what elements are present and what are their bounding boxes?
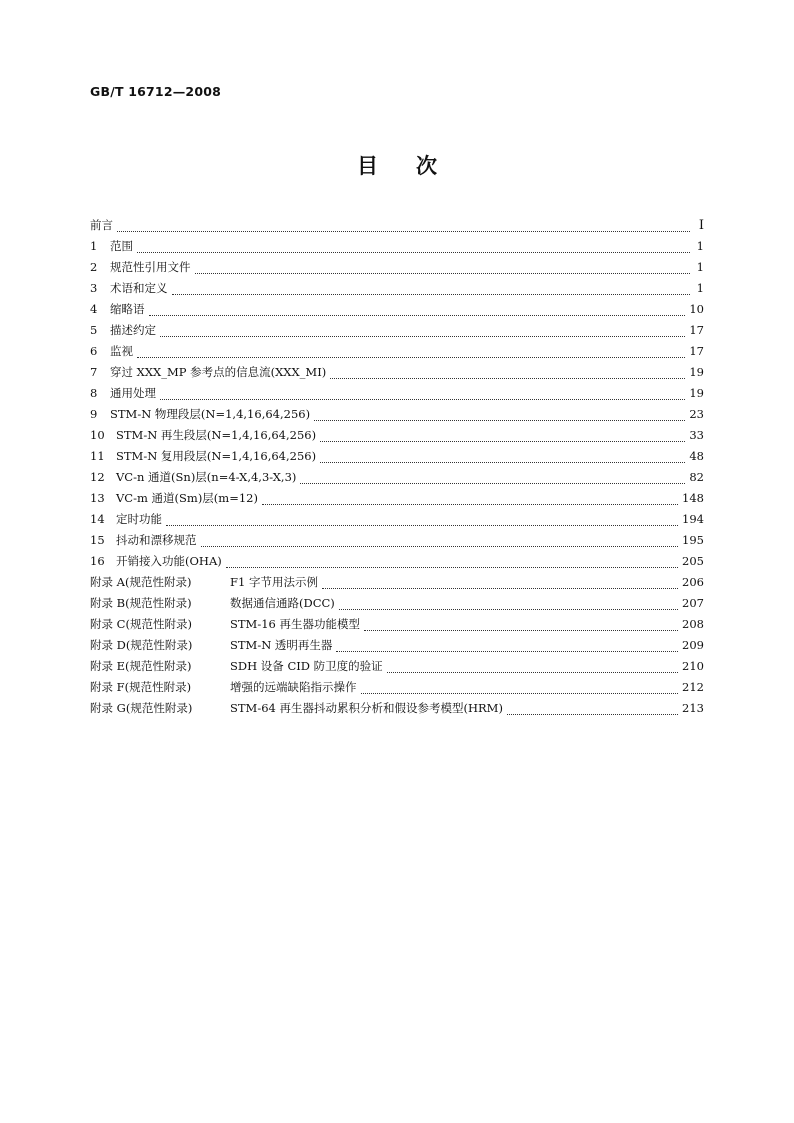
toc-entry-number: 12 [90, 470, 105, 484]
toc-entry-number: 附录 G(规范性附录) [90, 701, 193, 715]
toc-entry-title: 范围 [110, 239, 133, 253]
toc-entry[interactable] [90, 553, 704, 574]
toc-entry[interactable] [90, 700, 704, 721]
toc-entry-number: 附录 F(规范性附录) [90, 680, 192, 694]
toc-entry-page: 209 [682, 638, 704, 652]
toc-entry-number: 16 [90, 554, 105, 568]
toc-entry-number: 15 [90, 533, 105, 547]
toc-entry[interactable] [90, 217, 704, 238]
toc-entry-page: 1 [696, 281, 704, 295]
toc-entry-page: 213 [682, 701, 704, 715]
toc-entry[interactable] [90, 574, 704, 595]
toc-entry-title: STM-N 物理段层(N=1,4,16,64,256) [110, 407, 311, 421]
toc-dot-leader [364, 629, 678, 631]
toc-entry-page: 17 [689, 344, 704, 358]
toc-entry-page: 208 [682, 617, 704, 631]
toc-entry-title: 增强的远端缺陷指示操作 [230, 680, 357, 694]
toc-entry-number: 8 [90, 386, 98, 400]
toc-entry-title: 穿过 XXX_MP 参考点的信息流(XXX_MI) [110, 365, 327, 379]
toc-entry-page: 148 [682, 491, 704, 505]
toc-entry-number: 4 [90, 302, 98, 316]
toc-entry[interactable] [90, 322, 704, 343]
toc-entry-number: 3 [90, 281, 98, 295]
toc-entry[interactable] [90, 259, 704, 280]
toc-entry-title: STM-N 再生段层(N=1,4,16,64,256) [116, 428, 317, 442]
table-of-contents [90, 217, 704, 721]
toc-dot-leader [160, 335, 685, 337]
toc-entry-title: 定时功能 [116, 512, 162, 526]
toc-dot-leader [226, 566, 678, 568]
toc-entry[interactable] [90, 469, 704, 490]
toc-entry-number: 10 [90, 428, 105, 442]
toc-dot-leader [361, 692, 679, 694]
toc-entry[interactable] [90, 343, 704, 364]
toc-entry-title: 开销接入功能(OHA) [116, 554, 222, 568]
toc-entry-number: 附录 A(规范性附录) [90, 575, 192, 589]
toc-entry-page: 207 [682, 596, 704, 610]
toc-entry-title: 前言 [90, 218, 113, 232]
toc-entry-title: 规范性引用文件 [110, 260, 191, 274]
toc-entry-number: 附录 E(规范性附录) [90, 659, 192, 673]
toc-entry-title: 数据通信通路(DCC) [230, 596, 335, 610]
toc-entry-number: 5 [90, 323, 98, 337]
toc-entry[interactable] [90, 616, 704, 637]
toc-entry-title: STM-16 再生器功能模型 [230, 617, 360, 631]
toc-entry-title: 监视 [110, 344, 133, 358]
toc-entry-page: 48 [689, 449, 704, 463]
toc-entry-page: 19 [689, 365, 704, 379]
standard-code: GB/T 16712—2008 [90, 84, 222, 99]
toc-entry-page: 82 [689, 470, 704, 484]
toc-entry-page: 205 [682, 554, 704, 568]
toc-entry[interactable] [90, 406, 704, 427]
toc-entry-number: 7 [90, 365, 98, 379]
toc-dot-leader [314, 419, 685, 421]
toc-dot-leader [322, 587, 678, 589]
toc-entry-title: 通用处理 [110, 386, 156, 400]
toc-dot-leader [387, 671, 678, 673]
toc-entry-title: 术语和定义 [110, 281, 168, 295]
toc-entry-page: 19 [689, 386, 704, 400]
toc-entry-title: STM-N 透明再生器 [230, 638, 333, 652]
toc-entry-number: 附录 C(规范性附录) [90, 617, 192, 631]
toc-entry-page: 1 [696, 260, 704, 274]
toc-entry-number: 1 [90, 239, 98, 253]
toc-entry-title: 缩略语 [110, 302, 145, 316]
toc-entry-number: 13 [90, 491, 105, 505]
toc-entry[interactable] [90, 637, 704, 658]
toc-entry-page: 206 [682, 575, 704, 589]
toc-entry[interactable] [90, 427, 704, 448]
toc-entry-page: 33 [689, 428, 704, 442]
toc-entry-number: 9 [90, 407, 98, 421]
toc-entry-title: SDH 设备 CID 防卫度的验证 [230, 659, 383, 673]
toc-dot-leader [339, 608, 678, 610]
toc-entry-number: 附录 D(规范性附录) [90, 638, 193, 652]
toc-entry-number: 附录 B(规范性附录) [90, 596, 192, 610]
toc-dot-leader [166, 524, 678, 526]
toc-entry-number: 11 [90, 449, 105, 463]
toc-dot-leader [195, 272, 691, 274]
toc-dot-leader [336, 650, 678, 652]
toc-entry-page: 23 [689, 407, 704, 421]
toc-entry-page: 194 [682, 512, 704, 526]
toc-entry-number: 14 [90, 512, 105, 526]
toc-dot-leader [117, 230, 690, 232]
toc-dot-leader [172, 293, 691, 295]
toc-entry-title: STM-64 再生器抖动累积分析和假设参考模型(HRM) [230, 701, 503, 715]
toc-entry-page: 10 [689, 302, 704, 316]
toc-entry-title: VC-m 通道(Sm)层(m=12) [116, 491, 258, 505]
toc-entry[interactable] [90, 595, 704, 616]
toc-entry[interactable] [90, 658, 704, 679]
toc-entry[interactable] [90, 301, 704, 322]
page-title: 目次 [357, 154, 475, 178]
toc-dot-leader [330, 377, 685, 379]
toc-entry-page: 17 [689, 323, 704, 337]
toc-entry-page: 1 [696, 239, 704, 253]
toc-dot-leader [300, 482, 685, 484]
toc-entry-title: STM-N 复用段层(N=1,4,16,64,256) [116, 449, 317, 463]
toc-entry[interactable] [90, 448, 704, 469]
toc-dot-leader [320, 461, 685, 463]
toc-entry-title: 描述约定 [110, 323, 156, 337]
toc-entry[interactable] [90, 511, 704, 532]
toc-entry[interactable] [90, 679, 704, 700]
toc-entry[interactable] [90, 280, 704, 301]
toc-entry-page: 210 [682, 659, 704, 673]
toc-entry-number: 2 [90, 260, 98, 274]
toc-dot-leader [201, 545, 679, 547]
toc-entry-page: 195 [682, 533, 704, 547]
toc-entry-title: F1 字节用法示例 [230, 575, 318, 589]
toc-dot-leader [320, 440, 685, 442]
toc-dot-leader [137, 356, 685, 358]
toc-entry-title: 抖动和漂移规范 [116, 533, 197, 547]
toc-entry[interactable] [90, 490, 704, 511]
toc-entry-number: 6 [90, 344, 98, 358]
toc-entry-title: VC-n 通道(Sn)层(n=4-X,4,3-X,3) [116, 470, 297, 484]
toc-dot-leader [149, 314, 686, 316]
toc-dot-leader [137, 251, 690, 253]
toc-dot-leader [507, 713, 678, 715]
toc-dot-leader [160, 398, 685, 400]
toc-entry[interactable] [90, 238, 704, 259]
toc-dot-leader [262, 503, 678, 505]
toc-entry[interactable] [90, 532, 704, 553]
toc-entry-page: 212 [682, 680, 704, 694]
toc-entry[interactable] [90, 385, 704, 406]
toc-entry-page: Ⅰ [698, 218, 704, 233]
toc-entry[interactable] [90, 364, 704, 385]
